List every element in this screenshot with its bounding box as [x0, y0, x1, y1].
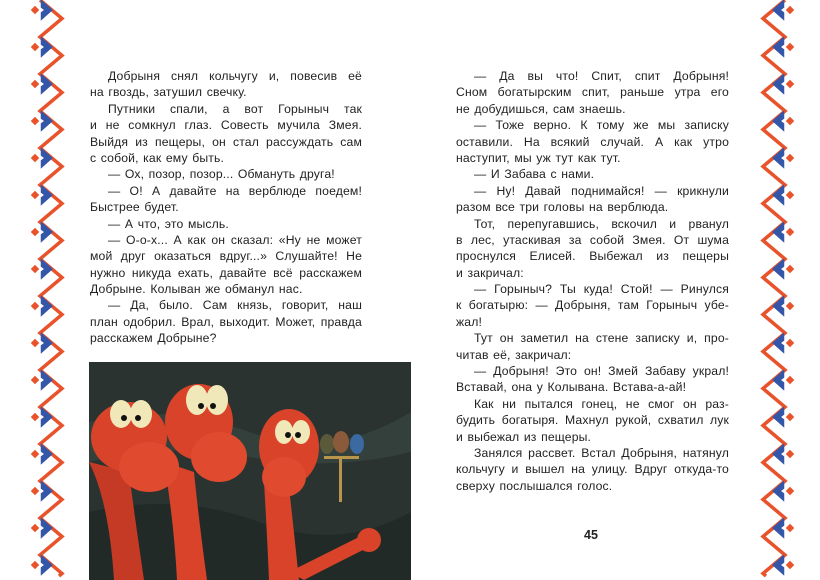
text-line: — Добрыня! Это он! Змей Забаву украл!: [474, 364, 729, 379]
diamond-ornament: [31, 413, 39, 421]
diamond-ornament: [786, 6, 794, 14]
text-line: — О-о-х... А как он сказал: «Ну не может: [108, 232, 362, 247]
text-line: проснулся Елисей. Выбежал из пещеры: [456, 249, 729, 264]
text-line: Быстрее будет.: [90, 200, 179, 215]
text-column-right: [456, 68, 729, 494]
diamond-ornament: [786, 339, 794, 347]
diamond-ornament: [31, 561, 39, 569]
text-line: на гвоздь, затушил свечку.: [90, 85, 247, 100]
text-line: с собой, как ему быть.: [90, 150, 225, 165]
diamond-ornament: [31, 117, 39, 125]
text-line: мой друг оказаться вдруг...» Слушайте! Не: [90, 249, 362, 264]
chevron-ornament: [774, 409, 783, 425]
text-line: разом все три головы на верблюда.: [456, 200, 669, 215]
text-line: и не сомкнул глаз. Совесть мучила Змея.: [90, 118, 362, 133]
diamond-ornament: [31, 154, 39, 162]
diamond-ornament: [31, 265, 39, 273]
chevron-ornament: [774, 224, 783, 240]
text-line: расскажем Добрыне?: [90, 331, 217, 346]
diamond-ornament: [786, 191, 794, 199]
diamond-ornament: [786, 302, 794, 310]
diamond-ornament: [31, 228, 39, 236]
chevron-ornament: [42, 409, 51, 425]
diamond-ornament: [786, 43, 794, 51]
chevron-ornament: [774, 76, 783, 92]
chevron-ornament: [42, 2, 51, 18]
chevron-ornament: [774, 187, 783, 203]
diamond-ornament: [786, 154, 794, 162]
diamond-ornament: [31, 450, 39, 458]
chevron-ornament: [774, 2, 783, 18]
chevron-ornament: [774, 298, 783, 314]
chevron-ornament: [774, 150, 783, 166]
text-column-left: [90, 68, 362, 347]
diamond-ornament: [786, 450, 794, 458]
diamond-ornament: [786, 117, 794, 125]
ornament-border-right: [745, 0, 805, 580]
diamond-ornament: [786, 487, 794, 495]
chevron-ornament: [42, 520, 51, 536]
diamond-ornament: [786, 80, 794, 88]
diamond-ornament: [31, 191, 39, 199]
text-line: в лес, утаскивая за собой Змея. От шума: [456, 232, 729, 247]
ornament-border-left: [20, 0, 80, 580]
chevron-ornament: [42, 150, 51, 166]
text-line: не добудишься, сам знаешь.: [456, 101, 626, 116]
text-line: Добрыня снял кольчугу и, повесив её: [108, 69, 362, 83]
chevron-ornament: [42, 446, 51, 462]
chevron-ornament: [774, 372, 783, 388]
chevron-ornament: [774, 113, 783, 129]
text-line: наступит, мы уж тут как тут.: [456, 150, 621, 165]
chevron-ornament: [774, 39, 783, 55]
chevron-ornament: [774, 335, 783, 351]
text-line: кольчугу и вышел на улицу. Вдруг откуда-то: [456, 462, 729, 477]
diamond-ornament: [31, 6, 39, 14]
diamond-ornament: [31, 302, 39, 310]
text-line: Занялся рассвет. Встал Добрыня, натянул: [474, 445, 729, 460]
chevron-ornament: [42, 39, 51, 55]
chevron-ornament: [42, 335, 51, 351]
text-line: Выйдя из пещеры, он стал рассуждать сам: [90, 134, 362, 149]
chevron-ornament: [42, 298, 51, 314]
chevron-ornament: [42, 224, 51, 240]
text-line: и выбежал из пещеры.: [456, 429, 592, 444]
chevron-ornament: [774, 557, 783, 573]
diamond-ornament: [786, 524, 794, 532]
text-line: Как ни пытался гонец, не смог он раз-: [474, 396, 729, 411]
diamond-ornament: [786, 376, 794, 384]
text-line: — Да вы что! Спит, спит Добрыня!: [474, 69, 729, 83]
chevron-ornament: [774, 483, 783, 499]
three-headed-dragon-illustration: [89, 362, 411, 580]
diamond-ornament: [786, 413, 794, 421]
text-line: Тут он заметил на стене записку и, про-: [474, 331, 729, 346]
diamond-ornament: [31, 376, 39, 384]
chevron-ornament: [42, 76, 51, 92]
text-line: Тот, перепугавшись, вскочил и рванул: [474, 216, 729, 231]
diamond-ornament: [31, 339, 39, 347]
chevron-ornament: [42, 187, 51, 203]
diamond-ornament: [31, 524, 39, 532]
diamond-ornament: [786, 561, 794, 569]
text-line: Сном богатырским спит, раньше утра его: [456, 85, 729, 100]
chevron-ornament: [774, 520, 783, 536]
diamond-ornament: [786, 265, 794, 273]
text-line: — О! А давайте на верблюде поедем!: [108, 183, 362, 198]
text-line: и закричал:: [456, 265, 524, 280]
chevron-ornament: [42, 557, 51, 573]
text-line: — И Забава с нами.: [474, 167, 595, 182]
chevron-ornament: [42, 261, 51, 277]
chevron-ornament: [774, 446, 783, 462]
chevron-ornament: [42, 372, 51, 388]
diamond-ornament: [31, 43, 39, 51]
chevron-ornament: [42, 483, 51, 499]
text-line: к богатырю: — Добрыня, там Горыныч убе-: [456, 298, 729, 313]
diamond-ornament: [31, 487, 39, 495]
text-line: — Тоже верно. К тому же мы записку: [474, 118, 729, 133]
text-line: — А что, это мысль.: [108, 216, 229, 231]
page-number: 45: [584, 528, 598, 542]
diamond-ornament: [31, 80, 39, 88]
diamond-ornament: [786, 228, 794, 236]
text-line: жал!: [456, 314, 483, 329]
text-line: оставили. На всякий случай. А как утро: [456, 134, 729, 149]
text-line: читав её, закричал:: [456, 347, 572, 362]
text-line: сверху послышался голос.: [456, 478, 613, 493]
text-line: — Ну! Давай поднимайся! — крикнули: [474, 183, 729, 198]
chevron-ornament: [42, 113, 51, 129]
chevron-ornament: [774, 261, 783, 277]
text-line: будить богатыря. Махнул рукой, схватил лук: [456, 413, 729, 428]
text-line: — Горыныч? Ты куда! Стой! — Ринулся: [474, 282, 729, 297]
text-line: нужно никуда ехать, давайте всё расскажем: [90, 265, 362, 280]
text-line: Путники спали, а вот Горыныч так: [108, 101, 362, 116]
text-line: Вставай, она у Колывана. Встава-а-ай!: [456, 380, 687, 395]
text-line: план одобрил. Врал, выходит. Может, правда: [90, 314, 362, 329]
text-line: — Ох, позор, позор... Обмануть друга!: [108, 167, 335, 182]
text-line: Добрыне. Колыван же обманул нас.: [90, 282, 303, 297]
text-line: — Да, было. Сам князь, говорит, наш: [108, 298, 362, 313]
